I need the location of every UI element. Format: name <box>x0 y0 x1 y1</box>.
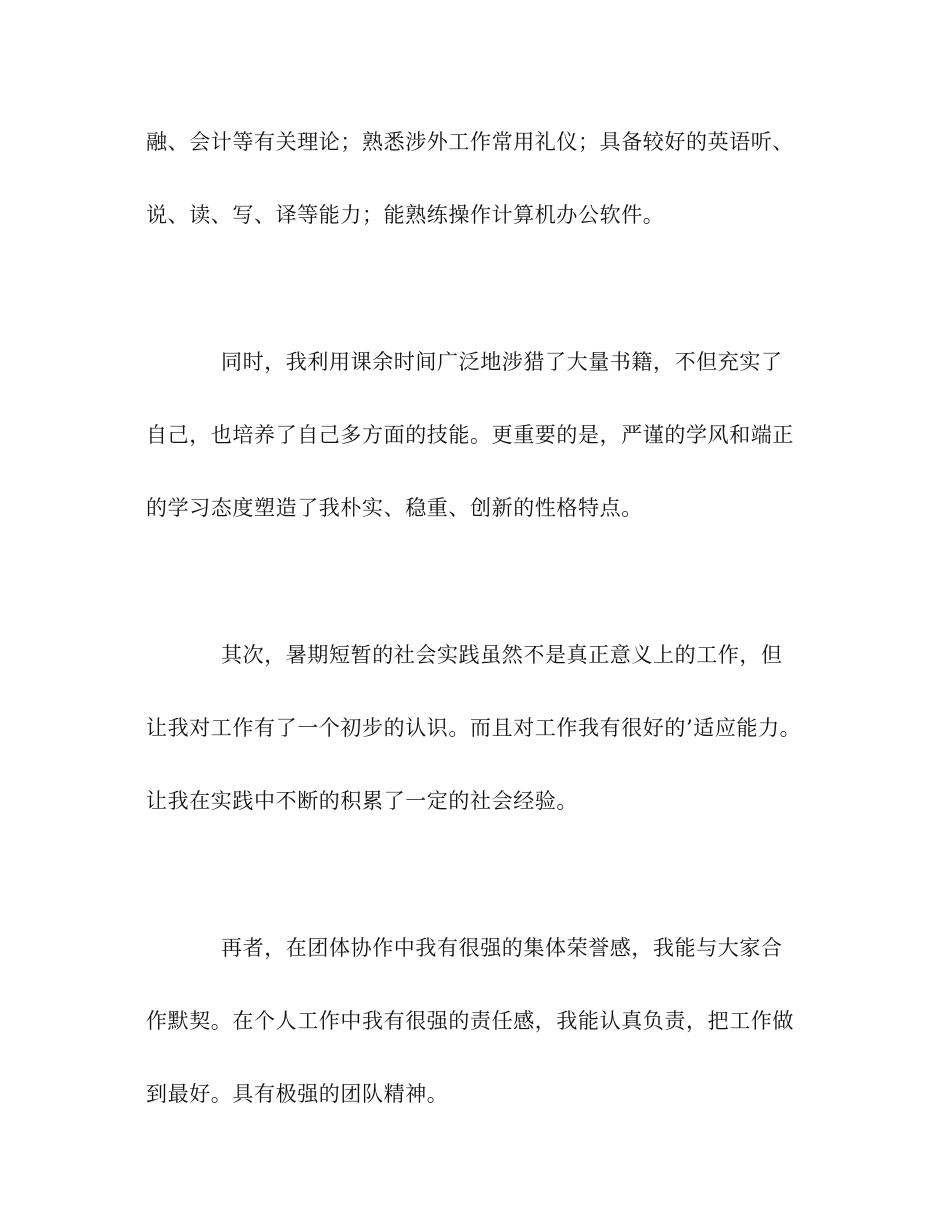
paragraph-2-line-2: 自己，也培养了自己多方面的技能。更重要的是，严谨的学风和端正 <box>146 423 794 447</box>
paragraph-3-line-3: 让我在实践中不断的积累了一定的社会经验。 <box>146 789 578 813</box>
paragraph-1-line-2: 说、读、写、译等能力；能熟练操作计算机办公软件。 <box>146 203 665 227</box>
paragraph-4-line-1: 再者，在团体协作中我有很强的集体荣誉感，我能与大家合 <box>221 936 783 960</box>
paragraph-2-line-1: 同时，我利用课余时间广泛地涉猎了大量书籍，不但充实了 <box>221 350 783 374</box>
paragraph-3-line-1: 其次，暑期短暂的社会实践虽然不是真正意义上的工作，但 <box>221 643 783 667</box>
paragraph-4-line-3: 到最好。具有极强的团队精神。 <box>146 1082 449 1106</box>
paragraph-3-line-2: 让我对工作有了一个初步的认识。而且对工作我有很好的’适应能力。 <box>146 716 802 740</box>
paragraph-4-line-2: 作默契。在个人工作中我有很强的责任感，我能认真负责，把工作做 <box>146 1009 794 1033</box>
paragraph-2-line-3: 的学习态度塑造了我朴实、稳重、创新的性格特点。 <box>146 496 643 520</box>
paragraph-1-line-1: 融、会计等有关理论；熟悉涉外工作常用礼仪；具备较好的英语听、 <box>146 130 794 154</box>
